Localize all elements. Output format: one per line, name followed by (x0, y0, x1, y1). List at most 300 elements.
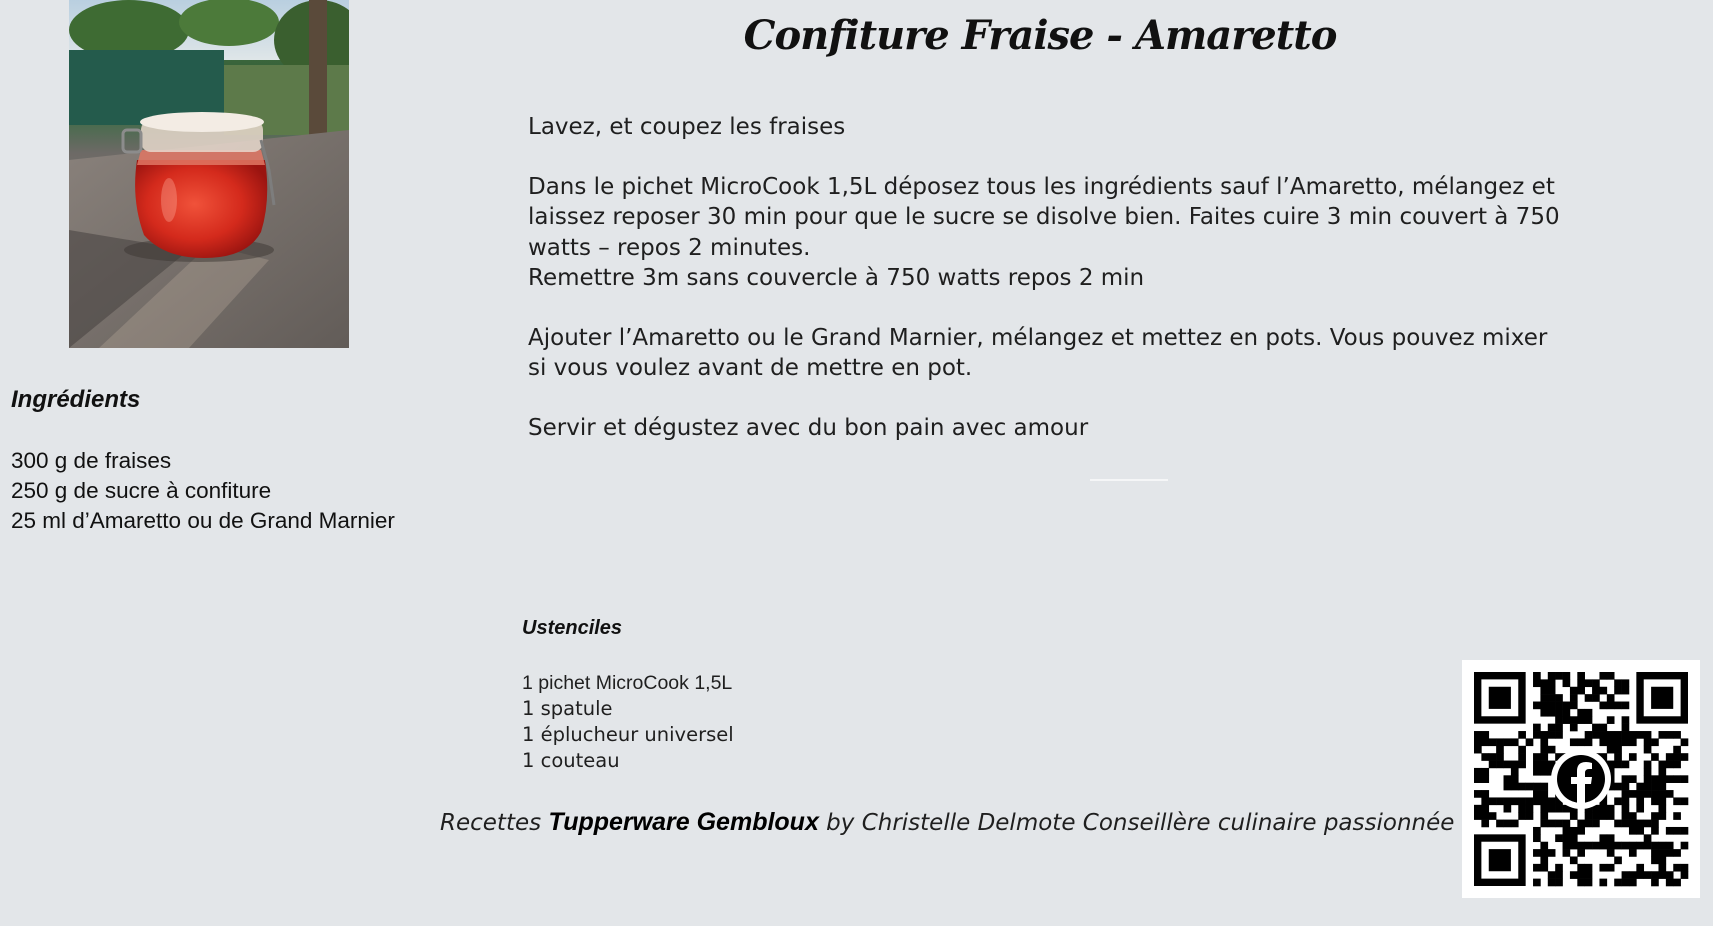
qr-module (1540, 797, 1548, 805)
qr-module (1599, 812, 1607, 820)
qr-module (1658, 864, 1666, 872)
qr-module (1555, 716, 1563, 724)
recipe-title: Confiture Fraise - Amaretto (743, 12, 1337, 59)
qr-module (1496, 797, 1504, 805)
qr-module (1636, 783, 1644, 791)
qr-module (1614, 746, 1622, 754)
qr-module (1563, 672, 1571, 680)
qr-module (1651, 849, 1659, 857)
qr-module (1614, 842, 1622, 850)
qr-module (1614, 738, 1622, 746)
qr-module (1636, 864, 1644, 872)
qr-module (1658, 856, 1666, 864)
qr-module (1599, 842, 1607, 850)
qr-module (1526, 812, 1534, 820)
qr-module (1577, 709, 1585, 717)
qr-module (1540, 820, 1548, 828)
qr-module (1651, 790, 1659, 798)
qr-module (1629, 871, 1637, 879)
qr-module (1651, 775, 1659, 783)
qr-module (1570, 702, 1578, 710)
qr-module (1474, 746, 1482, 754)
qr-module (1540, 731, 1548, 739)
qr-module (1504, 775, 1512, 783)
qr-module (1644, 783, 1652, 791)
qr-module (1614, 856, 1622, 864)
qr-module (1614, 731, 1622, 739)
qr-module (1614, 687, 1622, 695)
qr-module (1666, 731, 1674, 739)
qr-module (1540, 783, 1548, 791)
qr-module (1540, 746, 1548, 754)
qr-module (1622, 820, 1630, 828)
qr-module (1658, 812, 1666, 820)
qr-module (1607, 849, 1615, 857)
qr-module (1585, 694, 1593, 702)
qr-module (1629, 753, 1637, 761)
qr-module (1474, 731, 1482, 739)
qr-module (1496, 820, 1504, 828)
qr-module (1673, 797, 1681, 805)
qr-module (1474, 790, 1482, 798)
utensils-title: Ustenciles (522, 617, 623, 639)
qr-module (1599, 731, 1607, 739)
qr-module (1577, 738, 1585, 746)
facebook-icon (1551, 749, 1611, 809)
list-item: 1 éplucheur universel (522, 723, 734, 746)
step-add-liqueur: Ajouter l’Amaretto ou le Grand Marnier, mélangez et mettez en pots. Vous pouvez mixer si vous voulez avant de mettre en pot. (528, 324, 1548, 381)
qr-module (1555, 834, 1563, 842)
qr-module (1540, 753, 1548, 761)
qr-module (1651, 842, 1659, 850)
qr-module (1533, 768, 1541, 776)
qr-module (1644, 775, 1652, 783)
qr-module (1474, 768, 1482, 776)
qr-module (1533, 827, 1541, 835)
qr-module (1518, 731, 1526, 739)
qr-module (1548, 805, 1556, 813)
qr-module (1644, 731, 1652, 739)
qr-module (1481, 753, 1489, 761)
qr-module (1599, 724, 1607, 732)
qr-module (1555, 820, 1563, 828)
qr-module (1577, 716, 1585, 724)
qr-module (1548, 687, 1556, 695)
qr-module (1658, 783, 1666, 791)
qr-module (1673, 849, 1681, 857)
qr-module (1577, 827, 1585, 835)
qr-module (1540, 842, 1548, 850)
qr-module (1585, 879, 1593, 887)
step-recook: Remettre 3m sans couvercle à 750 watts repos 2 min (528, 265, 1145, 291)
qr-module (1622, 775, 1630, 783)
qr-module (1607, 716, 1615, 724)
qr-module (1548, 731, 1556, 739)
list-item: 250 g de sucre à confiture (11, 478, 272, 503)
qr-module (1592, 731, 1600, 739)
qr-module (1585, 738, 1593, 746)
qr-module (1666, 871, 1674, 879)
qr-module (1533, 783, 1541, 791)
step-serve: Servir et dégustez avec du bon pain avec amour (528, 414, 1089, 441)
qr-module (1526, 805, 1534, 813)
qr-module (1658, 768, 1666, 776)
qr-module (1644, 790, 1652, 798)
qr-module (1599, 687, 1607, 695)
qr-module (1651, 753, 1659, 761)
qr-module (1599, 672, 1607, 680)
qr-module (1681, 864, 1689, 872)
qr-module (1563, 716, 1571, 724)
qr-module (1658, 775, 1666, 783)
qr-module (1644, 820, 1652, 828)
qr-module (1636, 805, 1644, 813)
qr-module (1481, 790, 1489, 798)
qr-module (1489, 797, 1497, 805)
qr-module (1496, 761, 1504, 769)
qr-module (1666, 842, 1674, 850)
qr-module (1614, 783, 1622, 791)
qr-module (1592, 679, 1600, 687)
qr-module (1629, 827, 1637, 835)
qr-module (1599, 864, 1607, 872)
qr-module (1540, 812, 1548, 820)
qr-module (1673, 864, 1681, 872)
qr-module (1570, 827, 1578, 835)
qr-module (1651, 738, 1659, 746)
qr-module (1644, 761, 1652, 769)
qr-module (1563, 709, 1571, 717)
qr-module (1614, 679, 1622, 687)
qr-module (1607, 834, 1615, 842)
qr-module (1666, 879, 1674, 887)
qr-module (1681, 738, 1689, 746)
qr-module (1518, 746, 1526, 754)
qr-module (1599, 805, 1607, 813)
qr-module (1540, 702, 1548, 710)
footer-prefix: Recettes (440, 810, 549, 836)
qr-module (1563, 842, 1571, 850)
qr-module (1518, 753, 1526, 761)
qr-module (1673, 827, 1681, 835)
qr-module (1511, 797, 1519, 805)
qr-module (1666, 827, 1674, 835)
qr-module (1622, 761, 1630, 769)
qr-module (1585, 871, 1593, 879)
qr-module (1585, 820, 1593, 828)
qr-module (1658, 790, 1666, 798)
qr-module (1622, 805, 1630, 813)
qr-module (1622, 731, 1630, 739)
qr-module (1533, 724, 1541, 732)
qr-module (1570, 871, 1578, 879)
qr-module (1504, 820, 1512, 828)
qr-module (1504, 797, 1512, 805)
qr-module (1658, 849, 1666, 857)
qr-module (1548, 672, 1556, 680)
qr-module (1622, 702, 1630, 710)
qr-module (1540, 687, 1548, 695)
qr-module (1629, 738, 1637, 746)
qr-module (1577, 672, 1585, 680)
qr-module (1511, 738, 1519, 746)
qr-module (1607, 731, 1615, 739)
qr-module (1533, 849, 1541, 857)
qr-module (1622, 797, 1630, 805)
qr-module (1555, 864, 1563, 872)
qr-module (1577, 864, 1585, 872)
qr-code[interactable] (1462, 660, 1700, 898)
qr-module (1533, 790, 1541, 798)
qr-module (1570, 687, 1578, 695)
qr-module (1599, 834, 1607, 842)
qr-module (1644, 834, 1652, 842)
qr-module (1570, 812, 1578, 820)
qr-module (1644, 842, 1652, 850)
qr-module (1563, 679, 1571, 687)
qr-module (1518, 761, 1526, 769)
qr-module (1563, 849, 1571, 857)
qr-module (1585, 709, 1593, 717)
qr-module (1622, 716, 1630, 724)
qr-module (1540, 790, 1548, 798)
qr-module (1555, 709, 1563, 717)
qr-module (1570, 842, 1578, 850)
qr-module (1540, 738, 1548, 746)
qr-module (1592, 724, 1600, 732)
qr-module (1481, 775, 1489, 783)
qr-module (1570, 856, 1578, 864)
qr-module (1540, 761, 1548, 769)
qr-module (1481, 768, 1489, 776)
qr-module (1651, 856, 1659, 864)
qr-module (1614, 797, 1622, 805)
qr-module (1607, 672, 1615, 680)
qr-module (1658, 805, 1666, 813)
qr-module (1673, 879, 1681, 887)
qr-finder-inner (1651, 687, 1673, 709)
qr-module (1533, 672, 1541, 680)
qr-module (1585, 812, 1593, 820)
qr-module (1651, 871, 1659, 879)
qr-module (1548, 871, 1556, 879)
qr-module (1607, 746, 1615, 754)
qr-module (1599, 879, 1607, 887)
qr-module (1622, 871, 1630, 879)
qr-module (1481, 812, 1489, 820)
qr-module (1585, 716, 1593, 724)
qr-module (1548, 797, 1556, 805)
qr-module (1489, 812, 1497, 820)
qr-module (1592, 842, 1600, 850)
qr-module (1658, 842, 1666, 850)
qr-module (1474, 775, 1482, 783)
qr-module (1526, 797, 1534, 805)
qr-module (1540, 679, 1548, 687)
qr-module (1577, 687, 1585, 695)
qr-module (1518, 783, 1526, 791)
qr-module (1481, 820, 1489, 828)
qr-module (1636, 790, 1644, 798)
qr-module (1607, 842, 1615, 850)
ingredients-title: Ingrédients (11, 386, 141, 413)
qr-module (1474, 805, 1482, 813)
qr-module (1533, 864, 1541, 872)
qr-module (1555, 871, 1563, 879)
qr-module (1614, 761, 1622, 769)
qr-module (1540, 864, 1548, 872)
qr-module (1681, 827, 1689, 835)
qr-module (1599, 702, 1607, 710)
qr-module (1548, 709, 1556, 717)
qr-module (1673, 812, 1681, 820)
qr-module (1570, 834, 1578, 842)
qr-module (1518, 812, 1526, 820)
qr-module (1636, 827, 1644, 835)
list-item: 300 g de fraises (11, 448, 172, 473)
qr-module (1511, 775, 1519, 783)
qr-module (1518, 797, 1526, 805)
qr-module (1673, 761, 1681, 769)
qr-module (1651, 797, 1659, 805)
qr-module (1673, 731, 1681, 739)
qr-module (1651, 783, 1659, 791)
qr-module (1555, 879, 1563, 887)
qr-module (1658, 797, 1666, 805)
qr-module (1629, 879, 1637, 887)
qr-module (1577, 849, 1585, 857)
list-item: 25 ml d’Amaretto ou de Grand Marnier (11, 508, 395, 533)
qr-module (1673, 746, 1681, 754)
qr-module (1540, 768, 1548, 776)
step-mix-cook: Dans le pichet MicroCook 1,5L déposez tous les ingrédients sauf l’Amaretto, mélangez et laissez reposer 30 min pour que le sucre se disolve bien. Faites cuire 3 min couvert à 750 watts – repos 2 minutes. (528, 173, 1560, 261)
qr-module (1592, 687, 1600, 695)
qr-module (1585, 731, 1593, 739)
qr-module (1577, 820, 1585, 828)
qr-module (1658, 731, 1666, 739)
qr-module (1577, 842, 1585, 850)
qr-module (1511, 783, 1519, 791)
qr-module (1504, 738, 1512, 746)
qr-module (1540, 694, 1548, 702)
qr-module (1489, 738, 1497, 746)
qr-module (1622, 679, 1630, 687)
recipe-steps (528, 112, 1568, 472)
qr-module (1585, 864, 1593, 872)
qr-module (1644, 871, 1652, 879)
qr-module (1548, 820, 1556, 828)
qr-module (1555, 702, 1563, 710)
qr-module (1555, 724, 1563, 732)
qr-module (1533, 679, 1541, 687)
qr-module (1629, 812, 1637, 820)
qr-module (1496, 753, 1504, 761)
qr-module (1636, 820, 1644, 828)
qr-module (1533, 702, 1541, 710)
qr-module (1622, 738, 1630, 746)
qr-module (1511, 761, 1519, 769)
qr-module (1681, 797, 1689, 805)
qr-module (1563, 820, 1571, 828)
qr-module (1577, 679, 1585, 687)
divider (1090, 479, 1168, 481)
list-item: 1 spatule (522, 697, 613, 720)
qr-module (1548, 724, 1556, 732)
qr-module (1607, 805, 1615, 813)
qr-module (1548, 746, 1556, 754)
qr-module (1489, 753, 1497, 761)
qr-module (1533, 797, 1541, 805)
jam-jar-illustration (69, 0, 349, 348)
qr-module (1592, 812, 1600, 820)
qr-module (1496, 738, 1504, 746)
qr-module (1555, 805, 1563, 813)
qr-module (1607, 864, 1615, 872)
qr-module (1607, 694, 1615, 702)
qr-module (1570, 738, 1578, 746)
qr-module (1614, 879, 1622, 887)
qr-module (1622, 812, 1630, 820)
qr-module (1585, 842, 1593, 850)
qr-module (1681, 871, 1689, 879)
qr-module (1666, 775, 1674, 783)
qr-module (1681, 753, 1689, 761)
qr-module (1577, 871, 1585, 879)
qr-module (1681, 842, 1689, 850)
qr-module (1651, 820, 1659, 828)
qr-module (1570, 716, 1578, 724)
qr-module (1629, 820, 1637, 828)
qr-finder-inner (1489, 849, 1511, 871)
qr-module (1526, 738, 1534, 746)
qr-module (1629, 849, 1637, 857)
qr-module (1511, 768, 1519, 776)
qr-module (1666, 761, 1674, 769)
qr-module (1533, 879, 1541, 887)
step-wash: Lavez, et coupez les fraises (528, 114, 846, 140)
qr-module (1548, 694, 1556, 702)
qr-module (1570, 694, 1578, 702)
qr-module (1636, 797, 1644, 805)
qr-module (1673, 753, 1681, 761)
qr-module (1533, 731, 1541, 739)
qr-module (1533, 761, 1541, 769)
qr-module (1504, 761, 1512, 769)
qr-code-graphic (1462, 660, 1700, 898)
qr-module (1622, 724, 1630, 732)
qr-module (1555, 731, 1563, 739)
qr-module (1563, 827, 1571, 835)
qr-module (1651, 812, 1659, 820)
qr-module (1592, 820, 1600, 828)
qr-module (1658, 871, 1666, 879)
qr-module (1585, 679, 1593, 687)
qr-module (1622, 842, 1630, 850)
qr-module (1614, 702, 1622, 710)
qr-module (1548, 702, 1556, 710)
qr-module (1666, 753, 1674, 761)
qr-module (1673, 775, 1681, 783)
qr-module (1658, 761, 1666, 769)
footer-credit (440, 808, 1454, 837)
qr-module (1548, 679, 1556, 687)
qr-module (1644, 768, 1652, 776)
qr-module (1481, 797, 1489, 805)
qr-finder-inner (1489, 687, 1511, 709)
qr-module (1540, 856, 1548, 864)
list-item: 1 couteau (522, 749, 620, 772)
footer-suffix: by Christelle Delmote Conseillère culinaire passionnée (818, 810, 1455, 836)
